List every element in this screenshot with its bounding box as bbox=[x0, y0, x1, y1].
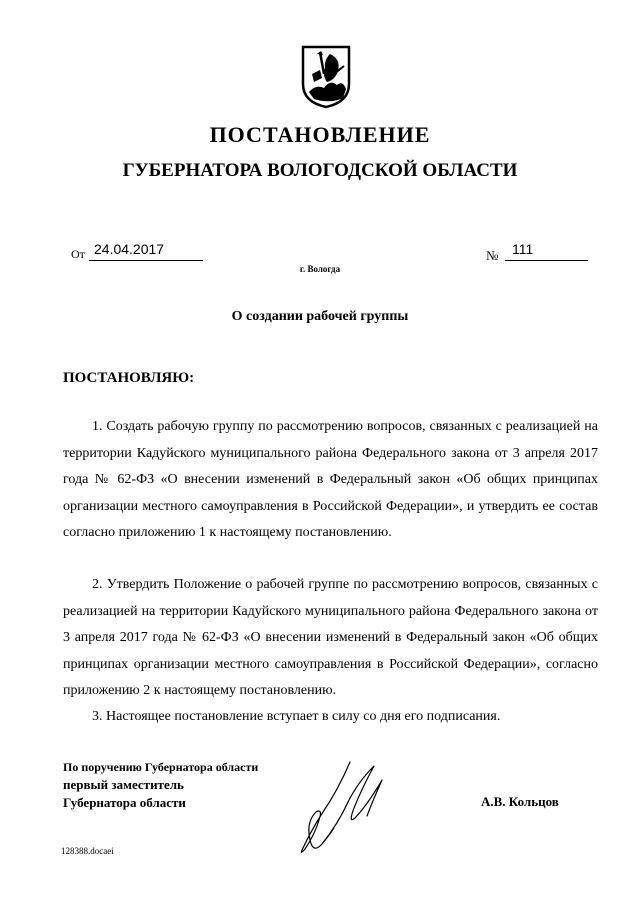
document-subtitle: ГУБЕРНАТОРА ВОЛОГОДСКОЙ ОБЛАСТИ bbox=[122, 160, 518, 181]
date-underline bbox=[89, 260, 203, 261]
signatory-line-3: Губернатора области bbox=[63, 795, 186, 810]
number-underline bbox=[505, 260, 588, 261]
signatory-name: А.В. Кольцов bbox=[481, 794, 559, 809]
file-reference: 128388.docaei bbox=[61, 846, 114, 856]
coat-of-arms-icon bbox=[300, 44, 352, 110]
paragraph-1: 1. Создать рабочую группу по рассмотрению вопросов, связанных с реализацией на территории Кадуйского муниципального района Федерального закона от 3 апреля 2017 года № 62-ФЗ «О внесении изменений в Федеральный закон «Об общих принципах организации местного самоуправления в Российской Федерации», и утвердить ее состав согласно приложению 1 к настоящему постановлению. bbox=[63, 419, 598, 540]
document-title: ПОСТАНОВЛЕНИЕ bbox=[209, 122, 431, 147]
date-value: 24.04.2017 bbox=[94, 241, 165, 257]
decree-heading: ПОСТАНОВЛЯЮ: bbox=[63, 370, 195, 386]
city-label: г. Вологда bbox=[299, 264, 341, 274]
number-label: № bbox=[486, 248, 499, 263]
paragraph-2: 2. Утвердить Положение о рабочей группе по рассмотрению вопросов, связанных с реализацией на территории Кадуйского муниципального района Федерального закона от 3 апреля 2017 года № 62-ФЗ «О внесении изменений в Федеральный закон «Об общих принципах организации местного самоуправления в Российской Федерации», согласно приложению 2 к настоящему постановлению. bbox=[63, 577, 598, 698]
date-label: От bbox=[71, 247, 85, 261]
signatory-line-2: первый заместитель bbox=[63, 777, 184, 792]
signatory-title bbox=[63, 758, 258, 812]
paragraph-3: 3. Настоящее постановление вступает в силу со дня его подписания. bbox=[92, 709, 501, 724]
document-subject: О создании рабочей группы bbox=[231, 309, 409, 324]
signatory-line-1: По поручению Губернатора области bbox=[63, 760, 259, 774]
handwritten-signature-icon bbox=[282, 756, 397, 860]
number-value: 111 bbox=[512, 241, 534, 257]
